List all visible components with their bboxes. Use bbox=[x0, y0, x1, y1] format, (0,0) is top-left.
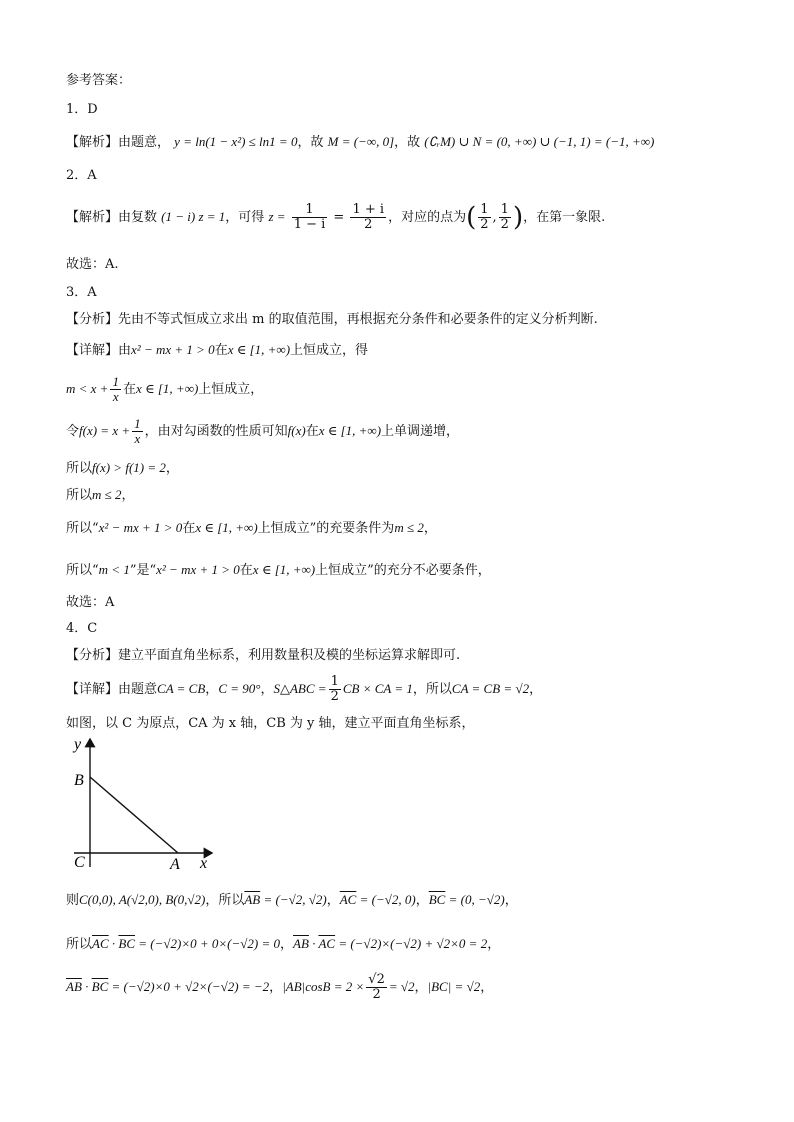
q3-l7f: x ∈ [1, +∞) bbox=[252, 562, 316, 577]
q3-detail-6 bbox=[66, 519, 437, 538]
q4-answer: 4．C bbox=[66, 621, 98, 636]
q3-l3d: f(x) bbox=[287, 423, 306, 438]
q4-c2a: 所以 bbox=[66, 937, 93, 952]
q4-c2f: ， bbox=[280, 937, 294, 952]
q3-l3g: 上单调递增， bbox=[381, 424, 460, 439]
q3-detail-7 bbox=[66, 561, 491, 580]
q2-text2: ，可得 bbox=[225, 210, 265, 225]
q3-l4b: f(x) > f(1) = 2 bbox=[92, 460, 166, 475]
q3-l2a: m < x + bbox=[66, 381, 109, 396]
vector-BC: $\overline{BC}$ bbox=[91, 979, 109, 994]
point-B-label: B bbox=[74, 772, 84, 789]
vector-AC: $\overline{AC}$ bbox=[318, 936, 336, 951]
q4-setup: 如图，以 C 为原点，CA 为 x 轴，CB 为 y 轴，建立平面直角坐标系， bbox=[66, 716, 475, 731]
q4-magnitudes bbox=[66, 970, 493, 1005]
q4-c2e: = (−√2)×0 + 0×(−√2) = 0 bbox=[135, 936, 281, 951]
q3-l7c: ”是“ bbox=[129, 563, 157, 578]
q3-l3e: 在 bbox=[305, 424, 319, 439]
q3-l2c: x ∈ [1, +∞) bbox=[135, 381, 199, 396]
vector-BC: $\overline{BC}$ bbox=[118, 936, 136, 951]
point-C-label: C bbox=[74, 854, 85, 871]
q2-tag: 【解析】 bbox=[66, 210, 119, 225]
q2-explanation: 【解析】由复数 (1 − i) z = 1，可得 z = $\frac{1}{1 - i}$ = $\frac{1 + i}{2}$ ，对应的点为( $\frac{1}{2}$ , $\frac{1}{2}$ )，在第一象限. bbox=[66, 202, 606, 233]
q3-l7g: 上恒成立”的充分不必要条件， bbox=[315, 563, 491, 578]
q4-coordinates bbox=[66, 891, 518, 910]
q3-analysis: 【分析】先由不等式恒成立求出 m 的取值范围，再根据充分条件和必要条件的定义分析判断. bbox=[66, 312, 598, 327]
q3-l6e: 上恒成立”的充要条件为 bbox=[257, 521, 395, 536]
point-A-label: A bbox=[170, 856, 180, 873]
q2-eq1: (1 − i) z = 1 bbox=[161, 209, 226, 224]
q4-c1c: ，所以 bbox=[205, 893, 245, 908]
q2-text1: 由复数 bbox=[118, 210, 158, 225]
q3-l3c: ，由对勾函数的性质可知 bbox=[144, 424, 288, 439]
q3-detail-3 bbox=[66, 414, 459, 449]
q3-detail-tag: 【详解】 bbox=[66, 343, 119, 358]
q4-c1b: C(0,0), A(√2,0), B(0,√2) bbox=[79, 892, 206, 907]
q3-detail-4 bbox=[66, 459, 179, 478]
q1-mid: ，故 bbox=[297, 135, 324, 150]
q3-conclusion: 故选：A bbox=[66, 595, 115, 610]
q1-eq1: y = ln(1 − x²) ≤ ln1 = 0 bbox=[174, 134, 298, 149]
x-axis-label: x bbox=[200, 855, 208, 872]
q2-fraction-2: $\frac{1 + i}{2}$ bbox=[352, 202, 385, 232]
q4-c3b: · bbox=[81, 979, 92, 994]
q4-c1i: ， bbox=[415, 893, 429, 908]
q3-detail-1 bbox=[66, 341, 368, 360]
q3-l6f: m ≤ 2 bbox=[394, 520, 424, 535]
q3-l4c: ， bbox=[165, 461, 179, 476]
q4-d1h: ，所以 bbox=[412, 682, 452, 697]
q4-c3d: = (−√2)×0 + √2×(−√2) = −2 bbox=[108, 979, 270, 994]
q3-l6b: x² − mx + 1 > 0 bbox=[98, 520, 183, 535]
q3-l3f: x ∈ [1, +∞) bbox=[318, 423, 382, 438]
q4-c3f: |AB|cosB = 2 × bbox=[282, 979, 365, 994]
q4-c3h: ， bbox=[414, 980, 428, 995]
q4-d1b: CA = CB bbox=[157, 681, 206, 696]
q3-l5b: m ≤ 2 bbox=[92, 487, 122, 502]
q3-l5c: ， bbox=[121, 488, 135, 503]
q1-eq2: M = (−∞, 0] bbox=[327, 134, 395, 149]
q3-l7b: m < 1 bbox=[98, 562, 130, 577]
q2-eq2-lhs: z = bbox=[268, 209, 286, 224]
q4-dot-products bbox=[66, 935, 500, 954]
q3-detail-2 bbox=[66, 372, 263, 407]
q2-text3: ，对应的点为 bbox=[388, 210, 467, 225]
q2-conclusion: 故选：A. bbox=[66, 257, 119, 272]
q3-l6d: x ∈ [1, +∞) bbox=[195, 520, 258, 535]
q3-l3-fraction: $\frac{1}{x}$ bbox=[134, 416, 141, 446]
q4-c2h: · bbox=[308, 936, 319, 951]
q3-l3a: 令 bbox=[66, 424, 80, 439]
q4-d1j: ， bbox=[529, 682, 543, 697]
q4-c1h: = (−√2, 0) bbox=[356, 892, 416, 907]
y-axis-label: y bbox=[74, 736, 82, 753]
q3-l6c: 在 bbox=[182, 521, 196, 536]
coordinate-diagram bbox=[66, 735, 226, 875]
q4-c3-fraction: $\frac{√2}{2}$ bbox=[368, 972, 385, 1002]
q4-c2k: ， bbox=[487, 937, 501, 952]
q4-c1e: = (−√2, √2) bbox=[260, 892, 327, 907]
q3-l2-fraction: $\frac{1}{x}$ bbox=[112, 374, 119, 404]
q4-d1g: CB × CA = 1 bbox=[342, 681, 413, 696]
q3-l1b: x² − mx + 1 > 0 bbox=[131, 342, 215, 357]
q3-l7e: 在 bbox=[239, 563, 253, 578]
q4-c3g: = √2 bbox=[388, 979, 415, 994]
q3-l6g: ， bbox=[423, 521, 437, 536]
q4-analysis: 【分析】建立平面直角坐标系，利用数量积及模的坐标运算求解即可. bbox=[66, 648, 461, 663]
q3-l2d: 上恒成立， bbox=[198, 382, 264, 397]
q1-explanation bbox=[66, 133, 654, 152]
q4-c2c: · bbox=[108, 936, 119, 951]
vector-AC: $\overline{AC}$ bbox=[92, 936, 109, 951]
q4-d1-fraction: $\frac{1}{2}$ bbox=[330, 674, 339, 704]
vector-AB: $\overline{AB}$ bbox=[244, 892, 261, 907]
q2-text4: ，在第一象限. bbox=[523, 210, 606, 225]
q3-l1d: x ∈ [1, +∞) bbox=[227, 342, 291, 357]
q1-answer: 1．D bbox=[66, 102, 98, 117]
q3-detail-5 bbox=[66, 486, 135, 505]
q4-detail-1 bbox=[66, 672, 542, 707]
q2-eq-sign: = bbox=[333, 210, 345, 225]
q4-c1k: = (0, −√2) bbox=[445, 892, 505, 907]
q1-eq3: (∁ᵣM) ∪ N = (0, +∞) ∪ (−1, 1) = (−1, +∞) bbox=[424, 134, 655, 149]
q1-mid2: ，故 bbox=[394, 135, 421, 150]
vector-AB: $\overline{AB}$ bbox=[66, 979, 82, 994]
q4-c2j: = (−√2)×(−√2) + √2×0 = 2 bbox=[335, 936, 488, 951]
q4-d1a: 由题意 bbox=[118, 682, 158, 697]
q4-d1e: ， bbox=[260, 682, 274, 697]
q3-l2b: 在 bbox=[122, 382, 136, 397]
q3-answer: 3．A bbox=[66, 285, 97, 300]
q4-c3i: |BC| = √2 bbox=[427, 979, 481, 994]
q3-l7a: 所以“ bbox=[66, 563, 99, 578]
q3-l1e: 上恒成立，得 bbox=[290, 343, 369, 358]
q3-l1a: 由 bbox=[118, 343, 132, 358]
q3-l6a: 所以“ bbox=[66, 521, 99, 536]
q2-answer: 2．A bbox=[66, 168, 97, 183]
q4-detail-tag: 【详解】 bbox=[66, 682, 119, 697]
q2-point-y: $\frac{1}{2}$ bbox=[500, 202, 509, 232]
q4-d1c: ， bbox=[205, 682, 219, 697]
q4-c1a: 则 bbox=[66, 893, 80, 908]
q3-l5a: 所以 bbox=[66, 488, 93, 503]
q4-c3e: ， bbox=[269, 980, 283, 995]
q3-l7d: x² − mx + 1 > 0 bbox=[156, 562, 240, 577]
q4-d1f: S△ABC = bbox=[273, 681, 327, 696]
q1-tag: 【解析】 bbox=[66, 135, 119, 150]
q4-c1l: ， bbox=[504, 893, 518, 908]
q2-point-x: $\frac{1}{2}$ bbox=[480, 202, 489, 232]
q4-c3j: ， bbox=[480, 980, 494, 995]
q4-d1d: C = 90° bbox=[218, 681, 261, 696]
q3-l3b: f(x) = x + bbox=[79, 423, 131, 438]
vector-BC: $\overline{BC}$ bbox=[428, 892, 446, 907]
q4-c1f: ， bbox=[326, 893, 340, 908]
segment-BA bbox=[90, 777, 178, 853]
vector-AC: $\overline{AC}$ bbox=[339, 892, 357, 907]
q4-d1i: CA = CB = √2 bbox=[451, 681, 530, 696]
vector-AB: $\overline{AB}$ bbox=[293, 936, 309, 951]
q3-l1c: 在 bbox=[214, 343, 228, 358]
q3-l4a: 所以 bbox=[66, 461, 93, 476]
answer-header: 参考答案： bbox=[66, 73, 132, 88]
q1-text: 由题意， bbox=[118, 135, 171, 150]
q2-fraction-1: $\frac{1}{1 - i}$ bbox=[293, 202, 326, 232]
